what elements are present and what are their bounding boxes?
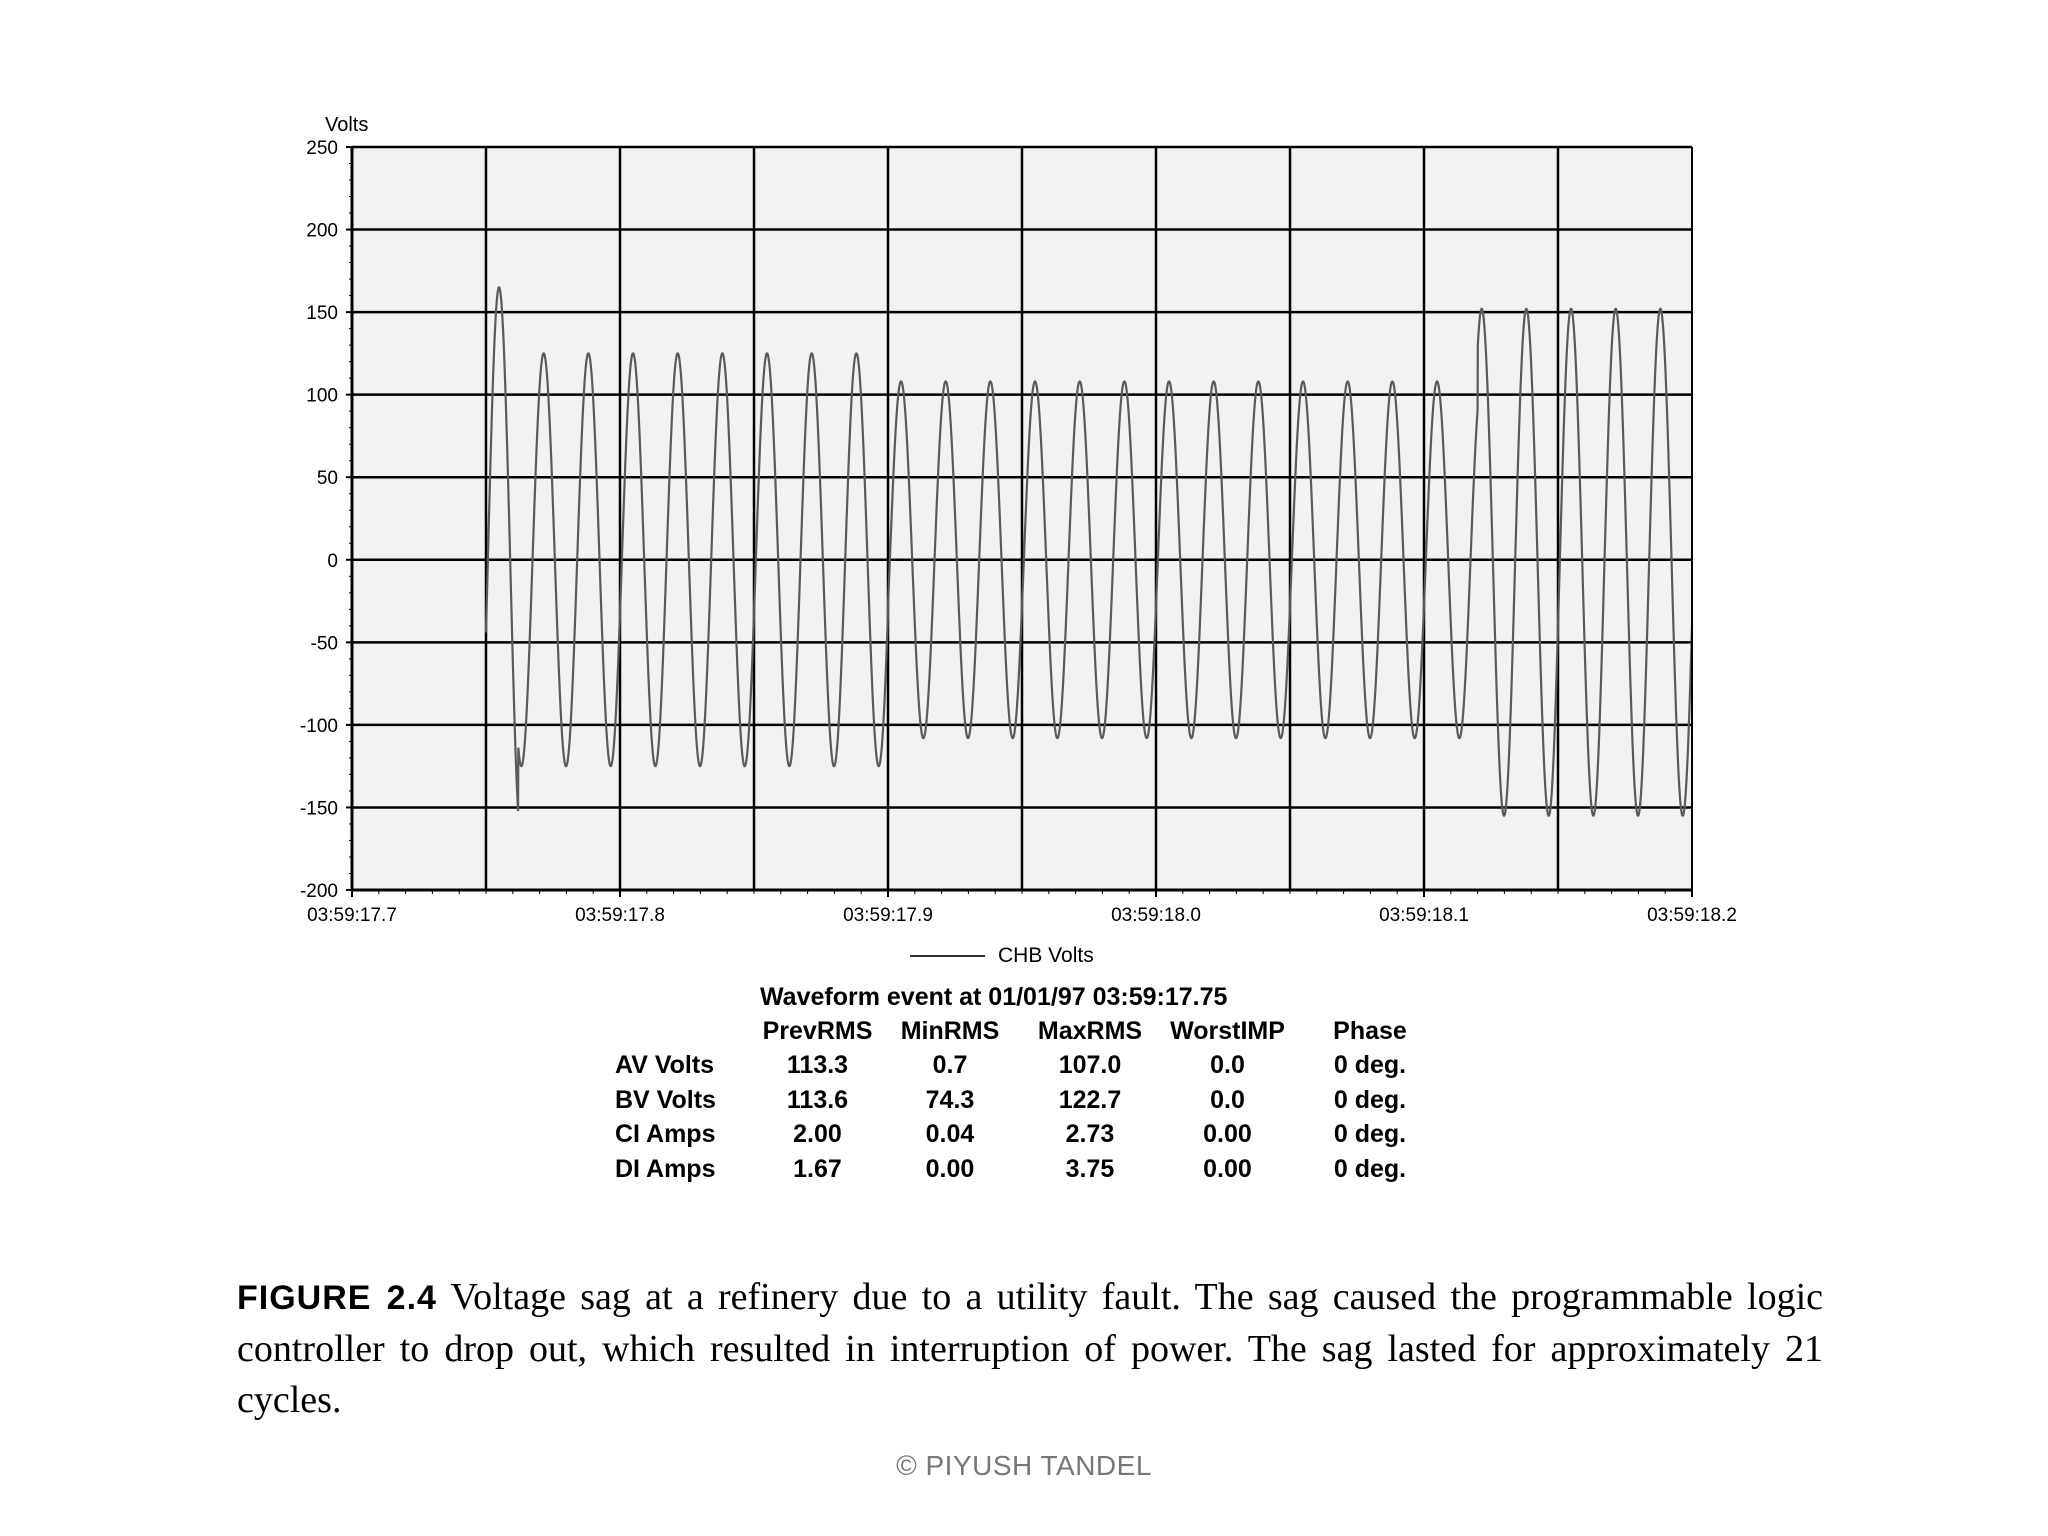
- figure-label: FIGURE 2.4: [237, 1279, 437, 1317]
- x-tick-label: 03:59:17.9: [843, 905, 933, 926]
- table-cell: 0 deg.: [1333, 1051, 1407, 1080]
- column-header: MinRMS: [900, 1016, 1000, 1045]
- table-row: [615, 1083, 1445, 1118]
- x-tick-labels: [307, 905, 1737, 926]
- table-cell: 122.7: [1058, 1085, 1122, 1114]
- summary-corner-cell: [615, 1014, 755, 1049]
- table-cell: 2.00: [793, 1120, 842, 1149]
- table-cell: 0.0: [1210, 1085, 1245, 1114]
- row-label: BV Volts: [615, 1085, 716, 1114]
- y-tick-label: -50: [310, 633, 338, 655]
- column-header: Phase: [1333, 1016, 1407, 1045]
- y-axis-title: Volts: [325, 114, 369, 136]
- table-cell: 0.7: [932, 1051, 968, 1080]
- summary-table: [615, 1014, 1445, 1187]
- table-row: [615, 1049, 1445, 1084]
- caption-text: Voltage sag at a refinery due to a utility fault. The sag caused the programmable logic controller to drop out, which resulted in interruption of power. The sag lasted for approximately 21 cycles.: [237, 1276, 1823, 1421]
- y-tick-label: -150: [299, 798, 338, 820]
- row-label: DI Amps: [615, 1154, 716, 1183]
- x-tick-label: 03:59:17.7: [307, 905, 397, 926]
- y-tick-label: 250: [306, 138, 338, 159]
- x-tick-label: 03:59:18.0: [1111, 905, 1201, 926]
- table-cell: 0.04: [925, 1120, 975, 1149]
- table-cell: 0 deg.: [1333, 1120, 1407, 1149]
- summary-title: Waveform event at 01/01/97 03:59:17.75: [760, 983, 1228, 1011]
- table-cell: 0.00: [925, 1154, 975, 1183]
- y-tick-label: 0: [327, 550, 338, 572]
- x-tick-label: 03:59:18.1: [1379, 905, 1469, 926]
- table-cell: 0.0: [1210, 1051, 1245, 1080]
- table-cell: 113.3: [786, 1051, 849, 1080]
- table-cell: 0.00: [1203, 1120, 1252, 1149]
- row-label: AV Volts: [615, 1051, 715, 1080]
- summary-header-row: [615, 1014, 1445, 1049]
- y-tick-label: 200: [306, 220, 338, 242]
- column-header: MaxRMS: [1037, 1016, 1143, 1045]
- column-header: PrevRMS: [762, 1016, 873, 1045]
- legend-label: CHB Volts: [998, 944, 1094, 967]
- figure-caption: [237, 1272, 1823, 1426]
- row-label: CI Amps: [615, 1120, 716, 1149]
- watermark: © PIYUSH TANDEL: [896, 1450, 1152, 1481]
- table-cell: 0.00: [1203, 1154, 1252, 1183]
- table-cell: 74.3: [925, 1085, 975, 1114]
- table-cell: 2.73: [1065, 1120, 1115, 1149]
- table-cell: 107.0: [1058, 1051, 1122, 1080]
- table-cell: 0 deg.: [1333, 1085, 1407, 1114]
- y-tick-label: 150: [306, 303, 338, 325]
- y-tick-label: 100: [306, 385, 338, 407]
- table-cell: 3.75: [1065, 1154, 1115, 1183]
- y-tick-label: 50: [316, 468, 338, 490]
- table-row: [615, 1152, 1445, 1187]
- y-tick-labels: [300, 138, 338, 902]
- column-header: WorstIMP: [1170, 1016, 1285, 1045]
- legend: [910, 944, 1094, 967]
- x-tick-label: 03:59:18.2: [1647, 905, 1737, 926]
- table-cell: 113.6: [786, 1085, 849, 1114]
- table-cell: 0 deg.: [1333, 1154, 1407, 1183]
- y-tick-label: -100: [299, 715, 338, 737]
- y-tick-label: -200: [299, 881, 338, 902]
- x-tick-label: 03:59:17.8: [575, 905, 665, 926]
- table-cell: 1.67: [793, 1154, 842, 1183]
- table-row: [615, 1118, 1445, 1153]
